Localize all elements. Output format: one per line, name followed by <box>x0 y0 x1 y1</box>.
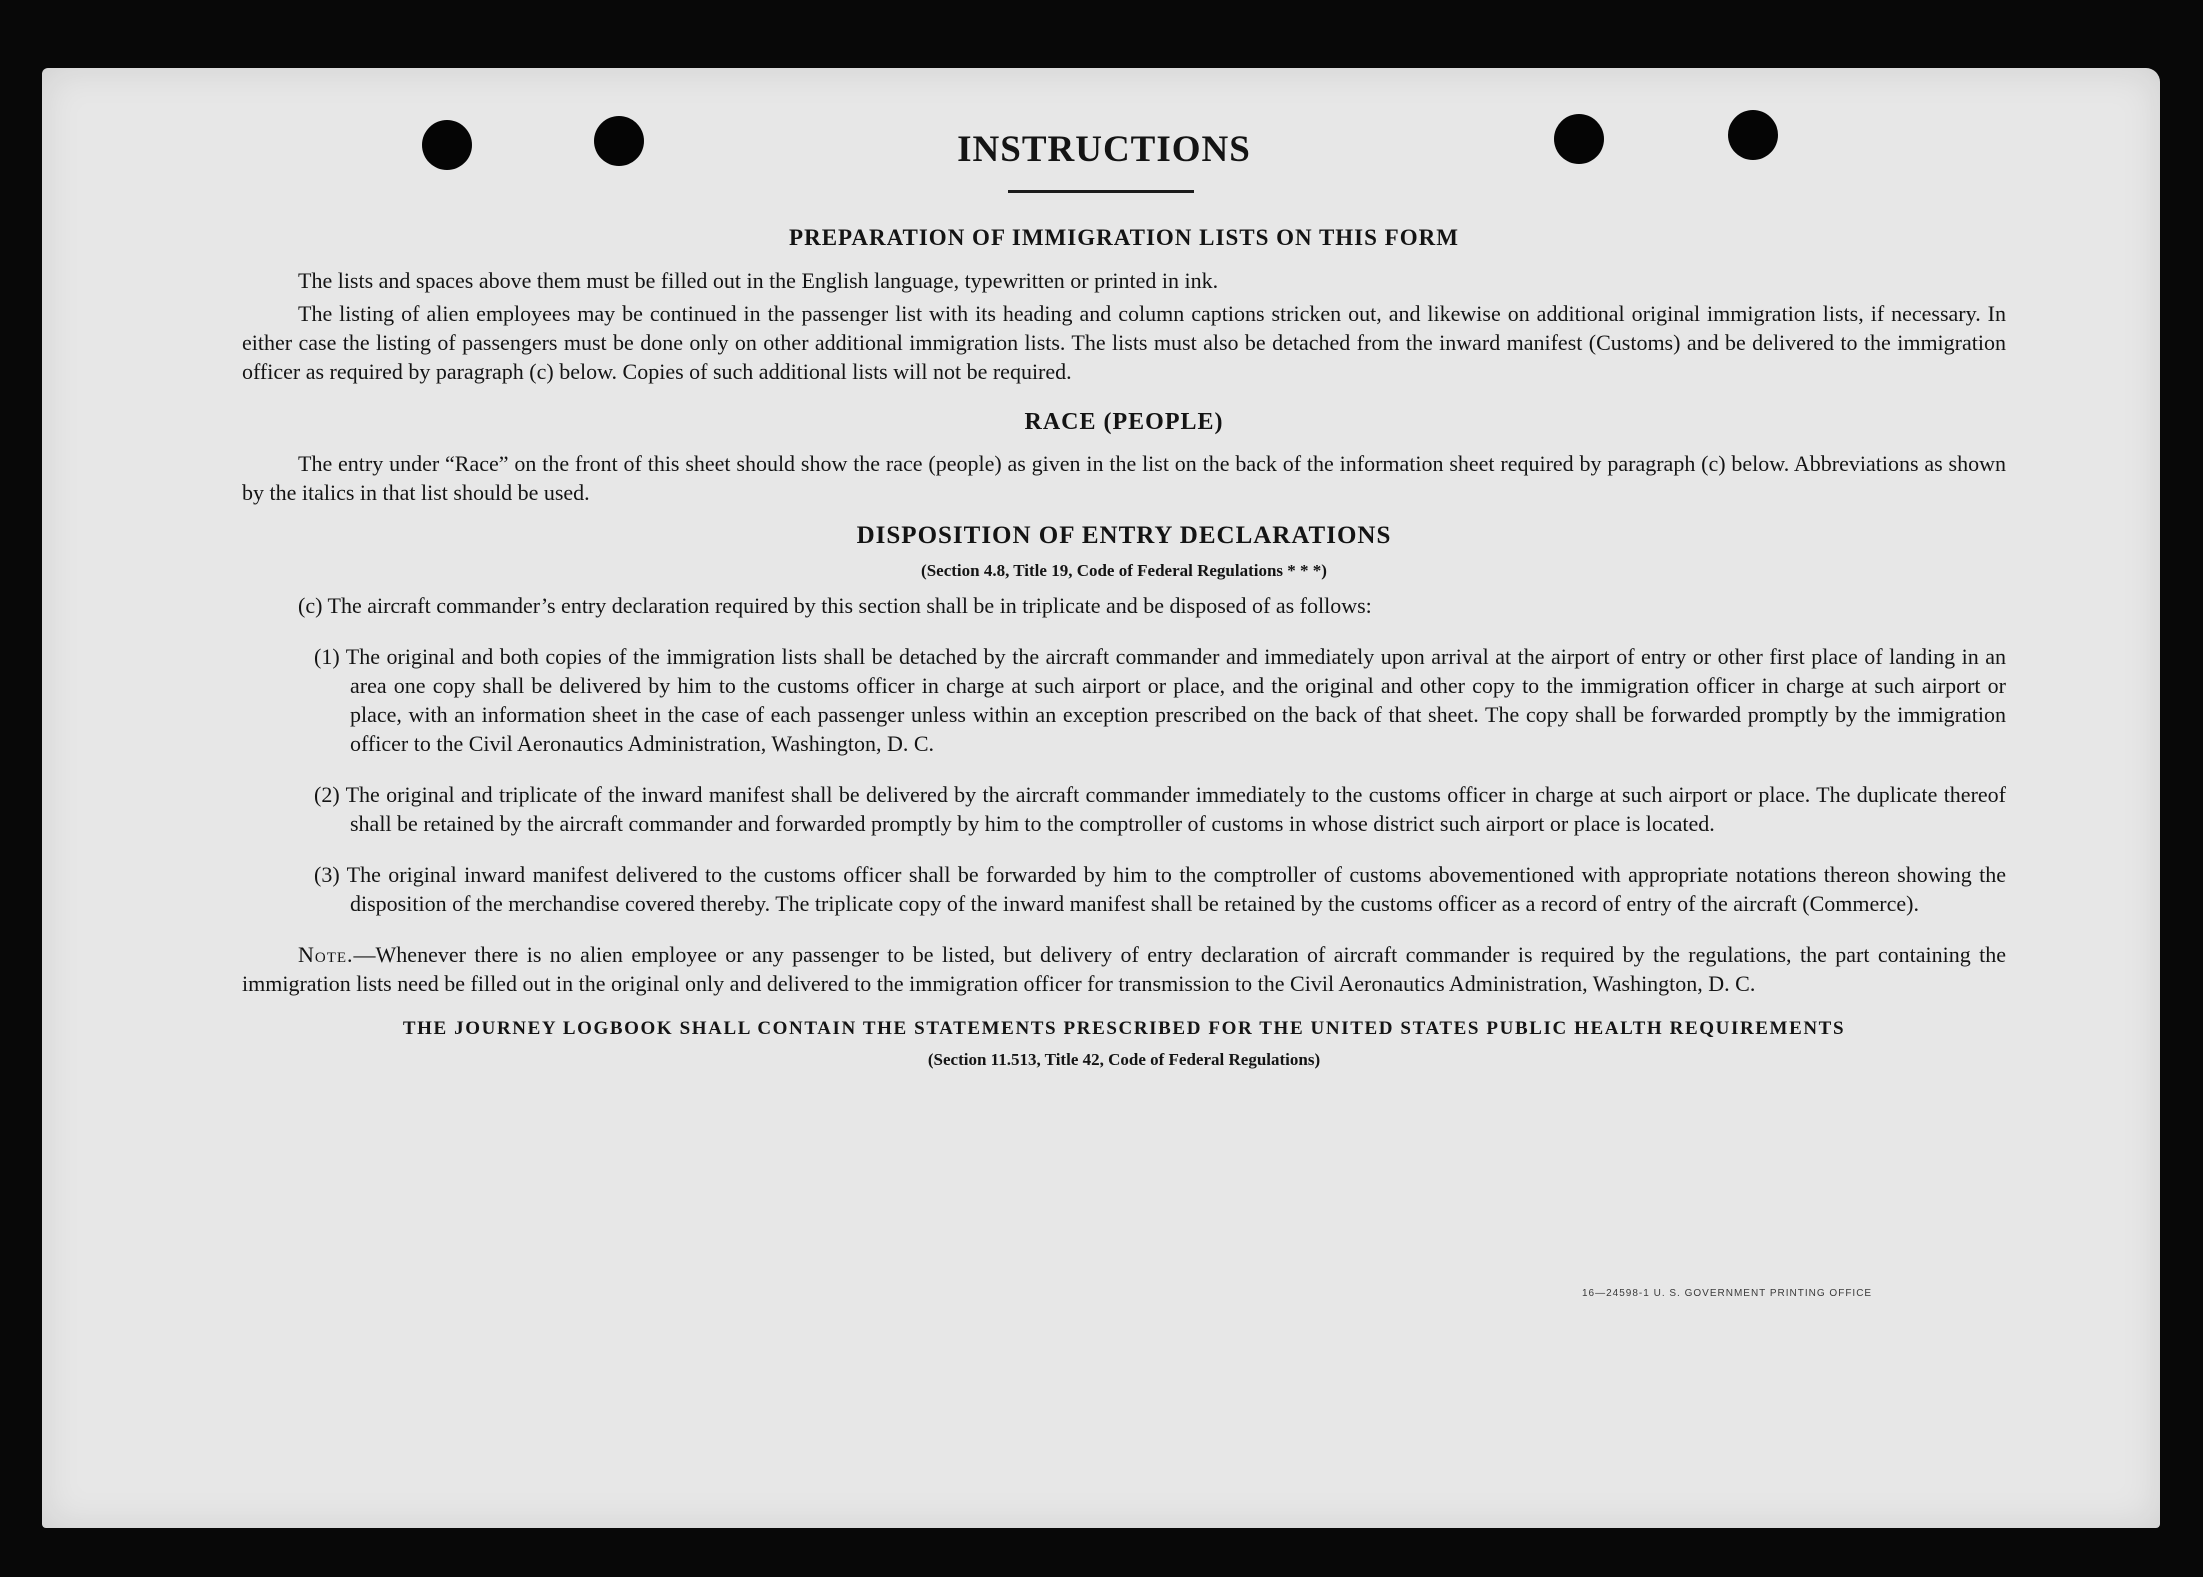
page-title: INSTRUCTIONS <box>957 129 1251 170</box>
note-text: —Whenever there is no alien employee or any passenger to be listed, but delivery of entry declaration of aircraft commander is required by the regulations, the part containing the immigration lists need be filled out in the original only and delivered to the immigration officer for transmission to the Civil Aeronautics Administration, Washington, D. C. <box>242 942 2006 996</box>
disposition-citation: (Section 4.8, Title 19, Code of Federal Regulations * * *) <box>921 561 1327 580</box>
instructions-body <box>242 223 2006 1074</box>
title-rule <box>1008 190 1194 193</box>
disposition-item-3: (3) The original inward manifest delivered to the customs officer shall be forwarded by him to the comptroller of customs abovementioned with appropriate notations thereon showing the disposition of the merchandise covered thereby. The triplicate copy of the inward manifest shall be retained by the customs officer as a record of entry of the aircraft (Commerce). <box>314 862 2006 916</box>
preparation-paragraph-1: The lists and spaces above them must be filled out in the English language, typewritten or printed in ink. <box>298 268 1219 293</box>
disposition-item-1 <box>242 642 2006 758</box>
note-paragraph <box>242 940 2006 998</box>
printer-imprint: 16—24598-1 U. S. GOVERNMENT PRINTING OFFICE <box>1582 1288 1873 1299</box>
preparation-heading: PREPARATION OF IMMIGRATION LISTS ON THIS FORM <box>789 225 1459 250</box>
disposition-item-1-cont: The copy shall be forwarded promptly by the immigration officer to the Civil Aeronautics Administration, Washington, D. C. <box>350 702 2006 756</box>
race-heading: RACE (PEOPLE) <box>1024 409 1224 435</box>
journey-citation: (Section 11.513, Title 42, Code of Federal Regulations) <box>927 1050 1321 1069</box>
document-page <box>42 68 2160 1528</box>
disposition-intro: (c) The aircraft commander’s entry declaration required by this section shall be in triplicate and be disposed of as follows: <box>298 593 1372 618</box>
race-paragraph: The entry under “Race” on the front of this sheet should show the race (people) as given in the list on the back of the information sheet required by paragraph (c) below. Abbreviations as shown by the italics in that list should be used. <box>242 451 2006 505</box>
disposition-item-2: (2) The original and triplicate of the inward manifest shall be delivered by the aircraft commander immediately to the customs officer in charge at such airport or place. The duplicate thereof shall be retained by the aircraft commander and forwarded promptly by him to the comptroller of customs in whose district such airport or place is located. <box>314 782 2006 836</box>
disposition-item-1-text: (1) The original and both copies of the immigration lists shall be detached by the aircraft commander and immediately upon arrival at the airport of entry or other first place of landing in an area one copy shall be delivered by him to the customs officer in charge at such airport or place, and the original and other copy to the immigration officer in charge at such airport or place, with an information sheet in the case of each passenger unless within an exception prescribed on the back of that sheet. <box>314 644 2006 727</box>
disposition-heading: DISPOSITION OF ENTRY DECLARATIONS <box>856 522 1392 549</box>
note-label: Note. <box>298 942 354 967</box>
journey-logbook-statement: THE JOURNEY LOGBOOK SHALL CONTAIN THE STATEMENTS PRESCRIBED FOR THE UNITED STATES PUBLIC HEALTH REQUIREMENTS <box>402 1018 1846 1039</box>
preparation-paragraph-2: The listing of alien employees may be continued in the passenger list with its heading and column captions stricken out, and likewise on additional original immigration lists, if necessary. In either case the listing of passengers must be done only on other additional immigration lists. The lists must also be detached from the inward manifest (Customs) and be delivered to the immigration officer as required by paragraph (c) below. Copies of such additional lists will not be required. <box>242 301 2006 384</box>
